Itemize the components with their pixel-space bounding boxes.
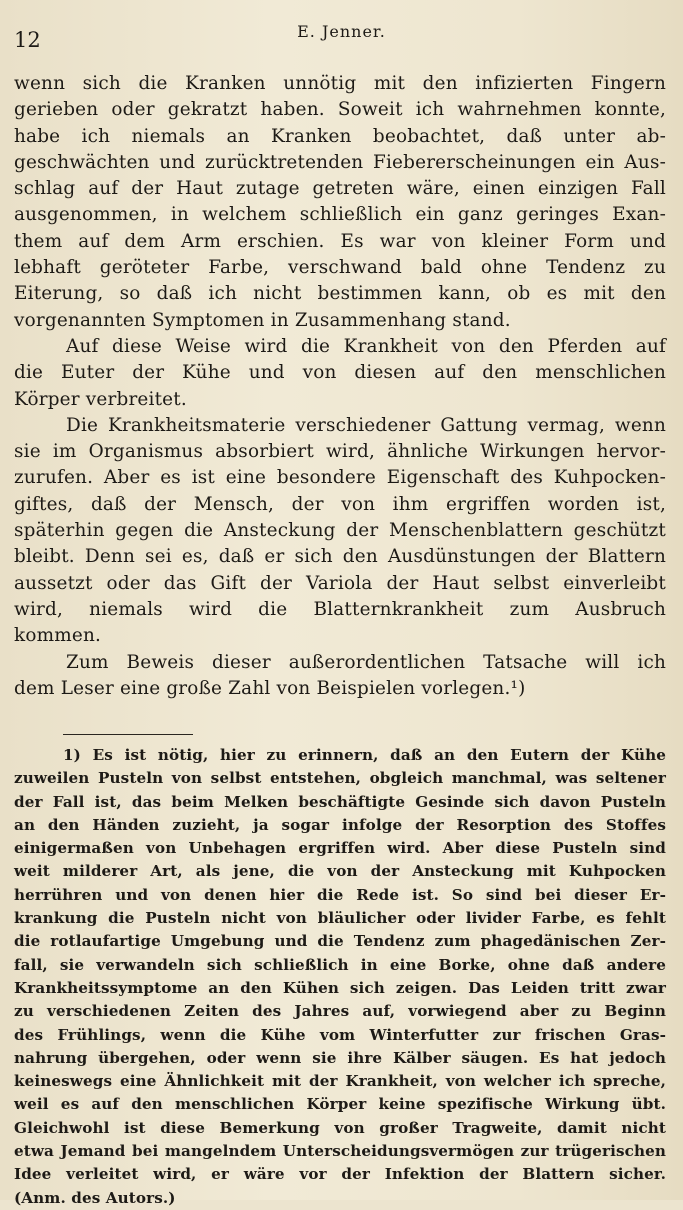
- footnote-line: keineswegs eine Ähnlichkeit mit der Krankheit, von welcher ich spreche,: [14, 1072, 666, 1091]
- footnote-line: Idee verleitet wird, er wäre vor der Infektion der Blattern sicher.: [14, 1165, 666, 1184]
- running-head: E. Jenner.: [297, 22, 386, 41]
- text-line: aussetzt oder das Gift der Variola der Haut selbst einverleibt: [14, 572, 666, 594]
- text-line: späterhin gegen die Ansteckung der Menschenblattern geschützt: [14, 520, 666, 542]
- text-line: gerieben oder gekratzt haben. Soweit ich wahrnehmen konnte,: [14, 99, 666, 121]
- footnote-line: krankung die Pusteln nicht von bläulicher oder livider Farbe, es fehlt: [14, 909, 666, 928]
- paragraph-3: [14, 413, 666, 650]
- footnote-line: weil es auf den menschlichen Körper keine spezifische Wirkung übt.: [14, 1095, 666, 1114]
- text-line: habe ich niemals an Kranken beobachtet, daß unter ab-: [14, 125, 666, 147]
- text-line: sie im Organismus absorbiert wird, ähnliche Wirkungen hervor-: [14, 441, 666, 463]
- text-line: wenn sich die Kranken unnötig mit den infizierten Fingern: [14, 73, 666, 94]
- page-number: 12: [14, 28, 41, 52]
- text-line: lebhaft geröteter Farbe, verschwand bald ohne Tendenz zu: [14, 257, 666, 279]
- paragraph-2: [14, 334, 666, 413]
- paragraph-1: [14, 71, 666, 334]
- footnote-line: herrühren und von denen hier die Rede ist. So sind bei dieser Er-: [14, 885, 666, 904]
- footnote-separator: [63, 734, 193, 735]
- footnote-line: der Fall ist, das beim Melken beschäftigte Gesinde sich davon Pusteln: [14, 792, 666, 811]
- main-text: [14, 71, 666, 702]
- text-line: Die Krankheitsmaterie verschiedener Gattung vermag, wenn: [66, 414, 666, 436]
- text-line: Auf diese Weise wird die Krankheit von den Pferden auf: [66, 335, 666, 357]
- text-line: kommen.: [14, 625, 102, 647]
- text-line: bleibt. Denn sei es, daß er sich den Ausdünstungen der Blattern: [14, 546, 666, 568]
- footnote-line: 1) Es ist nötig, hier zu erinnern, daß an den Eutern der Kühe: [63, 746, 666, 764]
- text-line: giftes, daß der Mensch, der von ihm ergriffen worden ist,: [14, 493, 666, 515]
- footnote-line: zu verschiedenen Zeiten des Jahres auf, vorwiegend aber zu Beginn: [14, 1002, 666, 1021]
- text-line: schlag auf der Haut zutage getreten wäre, einen einzigen Fall: [14, 178, 666, 200]
- footnote-line: Krankheitssymptome an den Kühen sich zeigen. Das Leiden tritt zwar: [14, 978, 666, 997]
- footnote-line: Gleichwohl ist diese Bemerkung von großer Tragweite, damit nicht: [14, 1118, 666, 1137]
- footnote-line: die rotlaufartige Umgebung und die Tendenz zum phagedänischen Zer-: [14, 932, 666, 951]
- text-line: geschwächten und zurücktretenden Fiebererscheinungen ein Aus-: [14, 151, 666, 173]
- footnote-line: zuweilen Pusteln von selbst entstehen, obgleich manchmal, was seltener: [14, 769, 666, 788]
- footnote-line: an den Händen zuzieht, ja sogar infolge der Resorption des Stoffes: [14, 815, 666, 834]
- footnote-line: des Frühlings, wenn die Kühe vom Winterfutter zur frischen Gras-: [14, 1025, 666, 1044]
- text-line: vorgenannten Symptomen in Zusammenhang stand.: [14, 309, 511, 331]
- footnote-line: etwa Jemand bei mangelndem Unterscheidungsvermögen zur trügerischen: [14, 1142, 666, 1161]
- text-line: die Euter der Kühe und von diesen auf den menschlichen: [14, 362, 666, 384]
- text-line: Zum Beweis dieser außerordentlichen Tatsache will ich: [66, 651, 666, 673]
- footnote-line: weit milderer Art, als jene, die von der Ansteckung mit Kuhpocken: [14, 862, 666, 881]
- footnote: [14, 744, 666, 1210]
- text-line: wird, niemals wird die Blatternkrankheit zum Ausbruch: [14, 598, 666, 620]
- text-line: zurufen. Aber es ist eine besondere Eigenschaft des Kuhpocken-: [14, 467, 666, 489]
- footnote-line: fall, sie verwandeln sich schließlich in eine Borke, ohne daß andere: [14, 955, 666, 974]
- footnote-line: (Anm. des Autors.): [14, 1188, 176, 1207]
- text-line: dem Leser eine große Zahl von Beispielen vorlegen.¹): [14, 677, 526, 699]
- footnote-line: einigermaßen von Unbehagen ergriffen wird. Aber diese Pusteln sind: [14, 839, 666, 858]
- text-line: ausgenommen, in welchem schließlich ein ganz geringes Exan-: [14, 204, 666, 226]
- paragraph-4: [14, 650, 666, 703]
- text-line: them auf dem Arm erschien. Es war von kleiner Form und: [14, 230, 666, 252]
- footnote-line: nahrung übergehen, oder wenn sie ihre Kälber säugen. Es hat jedoch: [14, 1048, 666, 1067]
- page-header: [0, 22, 683, 52]
- text-line: Eiterung, so daß ich nicht bestimmen kann, ob es mit den: [14, 283, 666, 305]
- text-line: Körper verbreitet.: [14, 388, 187, 410]
